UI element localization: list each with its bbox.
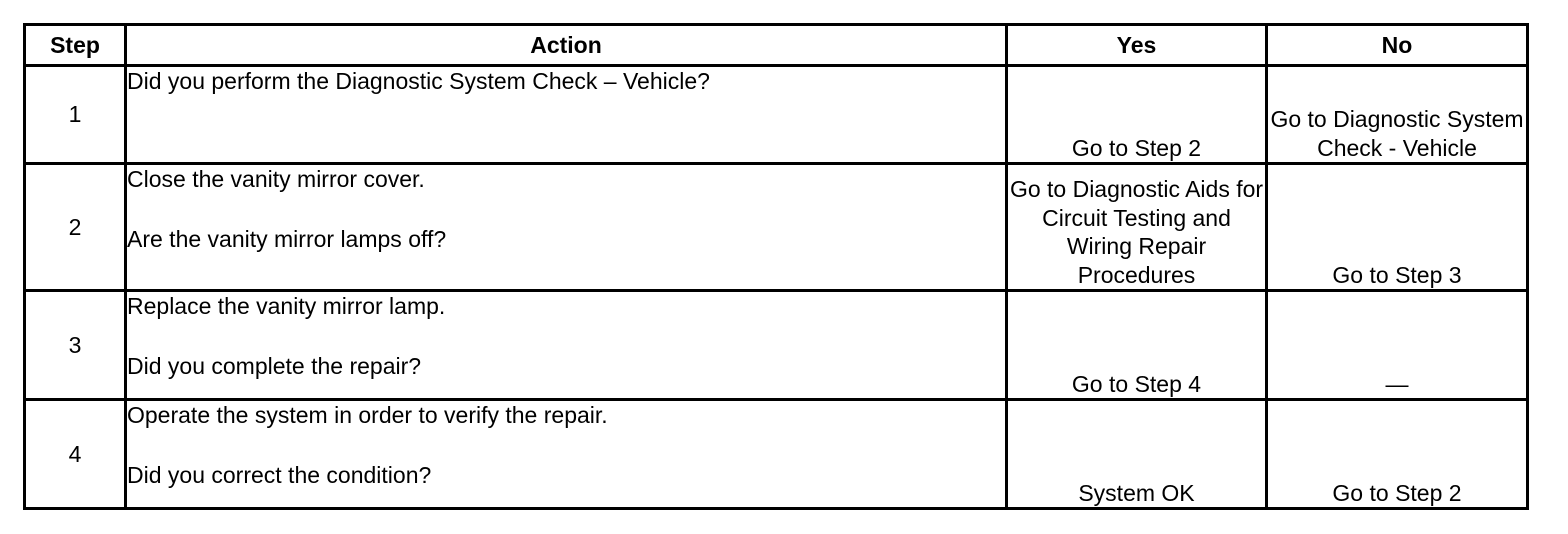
no-result: Go to Step 3 [1267,164,1528,291]
action-question: Did you complete the repair? [127,352,422,379]
step-number: 4 [25,400,126,509]
action-cell [126,400,1007,509]
action-instruction: Close the vanity mirror cover. [127,166,425,192]
header-step: Step [25,25,126,66]
header-no: No [1267,25,1528,66]
action-question: Are the vanity mirror lamps off? [127,225,447,252]
yes-result: System OK [1007,400,1267,509]
table-row [25,400,1528,509]
yes-result: Go to Diagnostic Aids for Circuit Testing and Wiring Repair Procedures [1007,164,1267,291]
no-result: Go to Diagnostic System Check - Vehicle [1267,66,1528,164]
action-question: Did you correct the condition? [127,461,432,488]
action-cell [126,164,1007,291]
table-row [25,164,1528,291]
action-cell [126,66,1007,164]
no-result: — [1267,291,1528,400]
step-number: 3 [25,291,126,400]
step-number: 2 [25,164,126,291]
table-row [25,66,1528,164]
yes-result: Go to Step 2 [1007,66,1267,164]
step-number: 1 [25,66,126,164]
diagnostic-table [23,23,1529,510]
header-action: Action [126,25,1007,66]
yes-result: Go to Step 4 [1007,291,1267,400]
action-cell [126,291,1007,400]
no-result: Go to Step 2 [1267,400,1528,509]
header-yes: Yes [1007,25,1267,66]
action-instruction: Replace the vanity mirror lamp. [127,293,446,319]
header-row [25,25,1528,66]
action-instruction: Did you perform the Diagnostic System Check – Vehicle? [127,68,710,94]
action-instruction: Operate the system in order to verify the repair. [127,402,608,428]
diagnostic-table-container [23,23,1529,510]
table-row [25,291,1528,400]
